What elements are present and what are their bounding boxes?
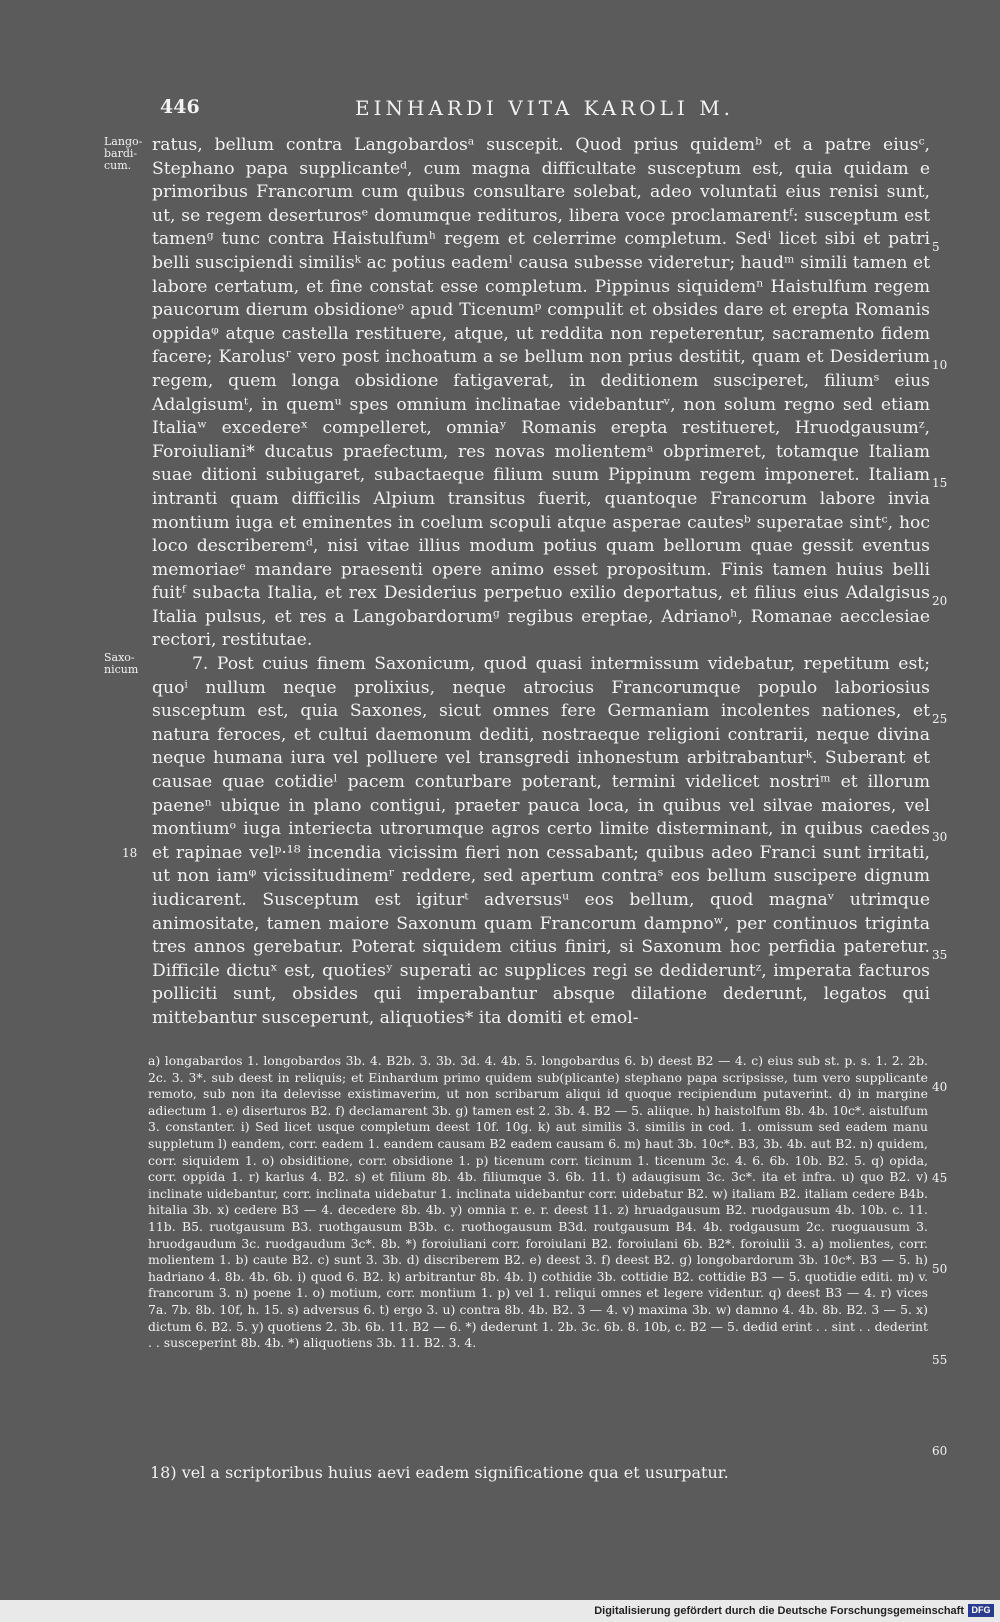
- line-number: 30: [932, 830, 948, 844]
- page-number: 446: [160, 96, 200, 118]
- line-number: 10: [932, 358, 948, 372]
- paragraph: ratus, bellum contra Langobardosᵃ suscepit. Quod prius quidemᵇ et a patre eiusᶜ, Stephano papa supplicanteᵈ, cum magna difficultate susceptum est, quia quidam e primoribus Francorum cum quibus consultare solebat, adeo voluntati eius renisi sunt, ut, se regem deserturosᵉ domumque redituros, libera voce proclamarentᶠ: susceptum est tamenᵍ tunc contra Haistulfumʰ regem et celerrime completum. Sedⁱ licet sibi et patri belli suscipiendi similisᵏ ac potius eademˡ causa subesse videretur; haudᵐ simili tamen et labore certatum, et fine constat esse completum. Pippinus siquidemⁿ Haistulfum regem paucorum dierum obsidioneᵒ apud Ticenumᵖ compulit et obsides dare et erepta Romanis oppidaᵠ atque castella restituere, atque, ut reddita non repeterentur, sacramento fidem facere; Karolusʳ vero post inchoatum a se bellum non prius destitit, quam et Desiderium regem, quem longa obsidione fatigaverat, in deditionem susciperet, filiumˢ eius Adalgisumᵗ, in quemᵘ spes omnium inclinatae videbanturᵛ, non solum regno sed etiam Italiaʷ excedereˣ compelleret, omniaʸ Romanis erepta restitueret, Hruodgausumᶻ, Foroiuliani* ducatus praefectum, res novas molientemᵃ obprimeret, totamque Italiam suae ditioni subiugaret, subactaeque filium suum Pippinum regem imponeret. Italiam intranti quam difficilis Alpium transitus fuerit, quantoque Francorum labore invia montium iuga et eminentes in coelum scopuli atque asperae cautesᵇ superatae sintᶜ, hoc loco describeremᵈ, nisi vitae illius modum potius quam bellorum quae gessit eventus memoriaeᵉ mandare praesenti opere animo esset propositum. Finis tamen huius belli fuitᶠ subacta Italia, et rex Desiderius perpetuo exilio deportatus, et filius eius Adalgisus Italia pulsus, et res a Langobardorumᵍ regibus ereptae, Adrianoʰ, Romanae aecclesiae rectori, restitutae.: [152, 135, 930, 651]
- line-number: 5: [932, 240, 940, 254]
- line-number: 45: [932, 1171, 948, 1185]
- line-number: 15: [932, 476, 948, 490]
- margin-ref-18: 18: [122, 846, 138, 860]
- paragraph: 7. Post cuius finem Saxonicum, quod quasi intermissum videbatur, repetitum est; quoⁱ nullum neque prolixius, neque atrocius Francorumque populo laboriosius susceptum est, quia Saxones, sicut omnes fere Germaniam incolentes nationes, et natura feroces, et cultui daemonum dediti, nostraeque religioni contrarii, neque divina neque humana iura vel polluere vel transgredi inhonestum arbitrabanturᵏ. Suberant et causae quae cotidieˡ pacem conturbare poterant, termini videlicet nostriᵐ et illorum paeneⁿ ubique in plano contigui, praeter pauca loca, in quibus vel silvae maiores, vel montiumᵒ iuga interiecta utrorumque agros certo limite disterminant, in quibus caedes et rapinae velᵖ·¹⁸ incendia vicissim fieri non cessabant; quibus adeo Franci sunt irritati, ut non iamᵠ vicissitudinemʳ reddere, sed apertum contraˢ eos bellum suscipere dignum iudicarent. Susceptum est igiturᵗ adversusᵘ eos bellum, quod magnaᵛ utrimque animositate, tamen maiore Saxonum quam Francorum dampnoʷ, per continuos triginta tres annos gerebatur. Poterat siquidem citius finiri, si Saxonum hoc perfidia pateretur. Difficile dictuˣ est, quotiesʸ superati ac supplices regi se dedideruntᶻ, imperata facturos polliciti sunt, obsides qui imperabantur absque dilatione dederunt, legatos qui mittebantur susceperunt, aliquoties* ita domiti et emol-: [152, 654, 930, 1028]
- apparatus-text: a) longabardos 1. longobardos 3b. 4. B2b. 3. 3b. 3d. 4. 4b. 5. longobardus 6. b) deest B2 — 4. c) eius sub st. p. s. 1. 2. 2b. 2c. 3. 3*. sub deest in reliquis; et Einhardum primo quidem sub(plicante) stephano papa scripsisse, tum vero supplicante remoto, sub non ita delevisse existimaverim, ut non scribarum aliqui id quoque recipiendum putaverint. d) in margine adiectum 1. e) diserturos B2. f) declamarent 3b. g) tamen est 2. 3b. 4. B2 — 5. aliique. h) haistolfum 8b. 4b. 10c*. aistulfum 3. constanter. i) Sed licet usque completum deest 10f. 10g. k) aut similis 3. similis in cod. 1. omissum sed eadem manu suppletum l) eandem, corr. eadem 1. eandem causam B2 eadem causam 6. m) haut 3b. 10c*. B3, 3b. 4b. aut B2. n) quidem, corr. siquidem 1. o) obsiditione, corr. obsidione 1. p) ticenum corr. ticinum 1. ticenum 3c. 4. 6. 6b. 10b. B2. 5. q) opida, corr. oppida 1. r) karlus 4. B2. s) et filium 8b. 4b. filiumque 3. 6b. 11. t) adaugisum 3c. 3c*. ita et infra. u) quo B2. v) inclinate uidebantur, corr. inclinata uidebatur 1. inclinata uidebantur corr. uidebatur B2. w) italiam B2. italiam cedere B4b. hitalia 3b. x) cedere B3 — 4. decedere 8b. 4b. y) omnia r. e. r. deest 11. z) hruadgausum B2. ruodgausum 4b. 10b. c. 11. 11b. B5. ruotgausum B3. ruothgausum B3b. c. ruothogausum B3d. routgausum B4. 4b. rodgausum 2c. ruoguausum 3. hruodgaudum 3c. ruodgaudum 3c*. 8b. *) foroiuliani corr. foroiulani B2. foroiulani 6b. B2*. foroiulii 3. a) molientes, corr. molientem 1. b) caute B2. c) sunt 3. 3b. d) discriberem B2. e) deest 3. f) deest B2. g) longobardorum 3b. 10c*. B3 — 5. h) hadriano 4. 8b. 4b. 6b. i) quod 6. B2. k) arbitrantur 8b. 4b. l) cothidie 3b. cottidie B2. cottidie B3 — 5. quotidie editi. m) v. francorum 3. n) poene 1. o) motium, corr. montium 1. p) vel 1. reliqui omnes et legere videntur. q) deest B3 — 4. r) vices 7a. 7b. 8b. 10f, h. 15. s) adversus 6. t) ergo 3. u) contra 8b. 4b. B2. 3 — 4. v) maxima 3b. w) damno 4. 4b. 8b. B2. 3 — 5. x) dictum 6. B2. 5. y) quotiens 2. 3b. 6b. 11. B2 — 6. *) dederunt 1. 2b. 3c. 6b. 8. 10b, c. B2 — 5. dedid erint . . sint . . dederint . . susceperint 8b. 4b. *) aliquotiens 3b. 11. B2. 3. 4.: [148, 1053, 928, 1351]
- running-title: EINHARDI VITA KAROLI M.: [355, 96, 735, 120]
- dfg-credit: Digitalisierung gefördert durch die Deutsche Forschungsgemeinschaft: [594, 1605, 964, 1617]
- footnote-18: 18) vel a scriptoribus huius aevi eadem significatione qua et usurpatur.: [150, 1463, 729, 1482]
- line-number: 55: [932, 1353, 948, 1367]
- line-number: 60: [932, 1444, 948, 1458]
- line-number: 25: [932, 712, 948, 726]
- dfg-logo: DFG: [968, 1604, 994, 1617]
- line-number: 50: [932, 1262, 948, 1276]
- line-number: 35: [932, 948, 948, 962]
- margin-note-saxonicum: Saxo-nicum: [104, 651, 139, 676]
- page-header: [0, 96, 1000, 126]
- critical-apparatus: [148, 1053, 928, 1352]
- main-text: [152, 134, 930, 1031]
- footer-bar: [0, 1600, 1000, 1622]
- line-number: 40: [932, 1080, 948, 1094]
- margin-note-langobardicum: Lango-bardi-cum.: [104, 135, 143, 172]
- line-number: 20: [932, 594, 948, 608]
